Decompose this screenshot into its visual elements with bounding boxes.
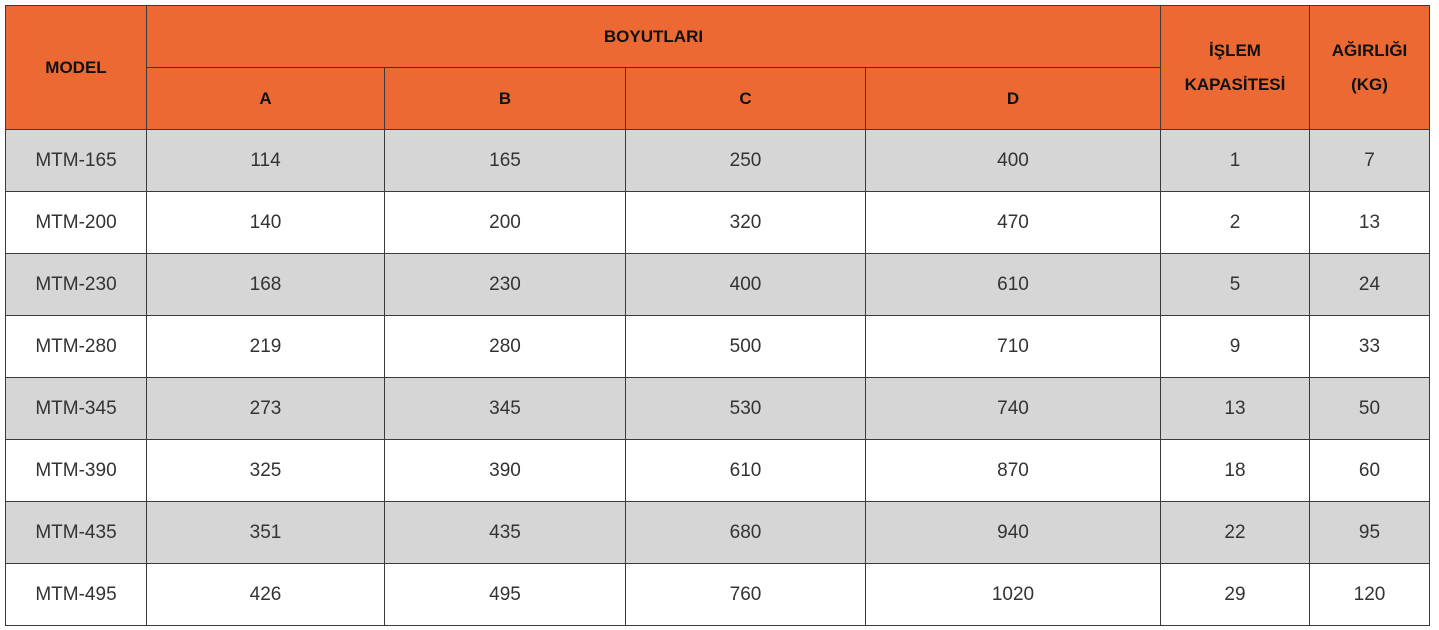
cell-agirlik: 24	[1310, 254, 1430, 316]
table-row	[6, 564, 1430, 626]
header-dim-d: D	[866, 68, 1161, 130]
cell-b: 280	[385, 316, 626, 378]
cell-agirlik: 60	[1310, 440, 1430, 502]
cell-agirlik: 120	[1310, 564, 1430, 626]
cell-d: 740	[866, 378, 1161, 440]
cell-model: MTM-165	[6, 130, 147, 192]
cell-a: 273	[147, 378, 385, 440]
header-dim-c: C	[626, 68, 866, 130]
table-row	[6, 254, 1430, 316]
cell-a: 114	[147, 130, 385, 192]
cell-agirlik: 7	[1310, 130, 1430, 192]
cell-model: MTM-280	[6, 316, 147, 378]
header-islem-line1: İŞLEM	[1209, 40, 1261, 60]
cell-model: MTM-495	[6, 564, 147, 626]
cell-islem: 9	[1161, 316, 1310, 378]
cell-agirlik: 50	[1310, 378, 1430, 440]
cell-a: 140	[147, 192, 385, 254]
cell-islem: 29	[1161, 564, 1310, 626]
cell-c: 610	[626, 440, 866, 502]
cell-d: 470	[866, 192, 1161, 254]
header-islem-kapasitesi	[1161, 6, 1310, 130]
header-model: MODEL	[6, 6, 147, 130]
header-islem-line2: KAPASİTESİ	[1184, 74, 1286, 94]
cell-d: 940	[866, 502, 1161, 564]
cell-b: 390	[385, 440, 626, 502]
cell-islem: 22	[1161, 502, 1310, 564]
cell-islem: 13	[1161, 378, 1310, 440]
cell-b: 435	[385, 502, 626, 564]
header-boyutlari: BOYUTLARI	[147, 6, 1161, 68]
cell-islem: 18	[1161, 440, 1310, 502]
cell-islem: 1	[1161, 130, 1310, 192]
cell-a: 351	[147, 502, 385, 564]
cell-c: 400	[626, 254, 866, 316]
cell-c: 760	[626, 564, 866, 626]
cell-d: 400	[866, 130, 1161, 192]
cell-d: 610	[866, 254, 1161, 316]
cell-agirlik: 33	[1310, 316, 1430, 378]
cell-islem: 5	[1161, 254, 1310, 316]
cell-a: 426	[147, 564, 385, 626]
cell-d: 1020	[866, 564, 1161, 626]
cell-a: 219	[147, 316, 385, 378]
cell-b: 345	[385, 378, 626, 440]
cell-model: MTM-435	[6, 502, 147, 564]
cell-a: 325	[147, 440, 385, 502]
header-dim-b: B	[385, 68, 626, 130]
cell-c: 250	[626, 130, 866, 192]
cell-c: 320	[626, 192, 866, 254]
cell-agirlik: 13	[1310, 192, 1430, 254]
cell-model: MTM-200	[6, 192, 147, 254]
cell-model: MTM-390	[6, 440, 147, 502]
cell-model: MTM-345	[6, 378, 147, 440]
cell-agirlik: 95	[1310, 502, 1430, 564]
header-agirlik	[1310, 6, 1430, 130]
header-dim-a: A	[147, 68, 385, 130]
table-row	[6, 502, 1430, 564]
cell-a: 168	[147, 254, 385, 316]
cell-b: 200	[385, 192, 626, 254]
header-agirlik-line1: AĞIRLIĞI	[1331, 40, 1408, 60]
cell-c: 500	[626, 316, 866, 378]
cell-model: MTM-230	[6, 254, 147, 316]
table-row	[6, 316, 1430, 378]
table-row	[6, 130, 1430, 192]
table-row	[6, 192, 1430, 254]
cell-d: 870	[866, 440, 1161, 502]
cell-b: 230	[385, 254, 626, 316]
header-agirlik-line2: (KG)	[1351, 74, 1388, 94]
cell-b: 165	[385, 130, 626, 192]
cell-c: 680	[626, 502, 866, 564]
cell-d: 710	[866, 316, 1161, 378]
table-row	[6, 440, 1430, 502]
table-row	[6, 378, 1430, 440]
cell-c: 530	[626, 378, 866, 440]
cell-b: 495	[385, 564, 626, 626]
cell-islem: 2	[1161, 192, 1310, 254]
product-spec-table	[5, 5, 1430, 626]
